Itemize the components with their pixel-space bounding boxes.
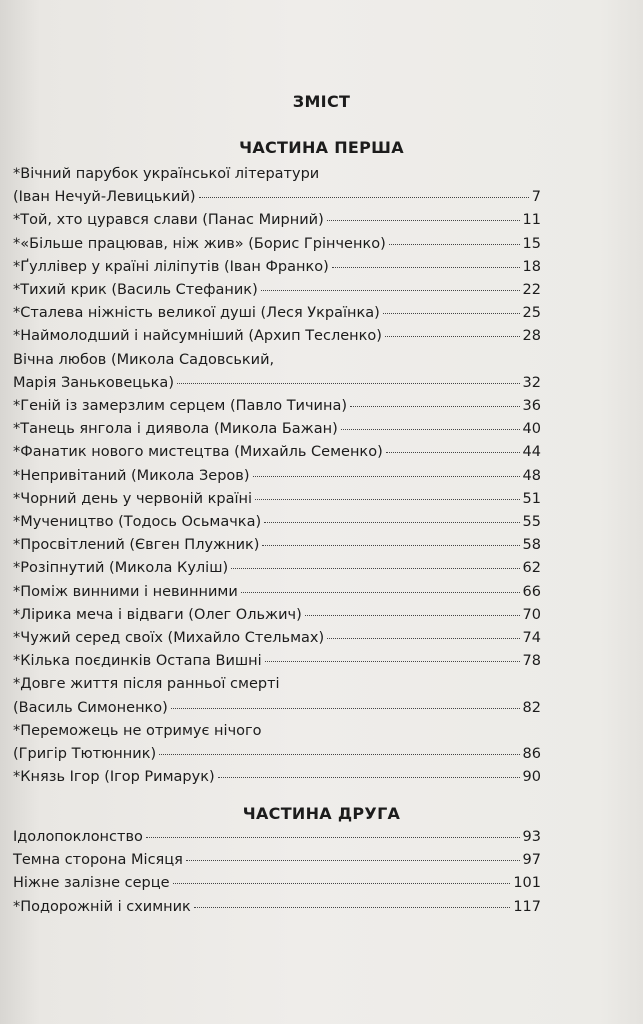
dot-leader	[173, 883, 511, 884]
dot-leader	[327, 220, 520, 221]
toc-entry-title: *Мучеництво (Тодось Осьмачка)	[13, 514, 262, 531]
toc-entry	[13, 766, 541, 789]
toc-entry-title: *Сталева ніжність великої душі (Леся Українка)	[13, 305, 380, 322]
toc-entry	[13, 534, 541, 557]
toc-entry-title: Марія Заньковецька)	[13, 374, 174, 391]
dot-leader	[327, 638, 519, 639]
page-number: 74	[522, 630, 541, 647]
dot-leader	[265, 661, 520, 662]
toc-entry	[13, 209, 541, 232]
toc-entry	[13, 826, 541, 849]
dot-leader	[350, 406, 520, 407]
toc-entry-title: (Іван Нечуй-Левицький)	[13, 189, 196, 206]
toc-entry-row	[13, 256, 541, 279]
page-number: 36	[522, 398, 541, 415]
page-number: 58	[522, 537, 541, 554]
dot-leader	[389, 244, 520, 245]
toc-entry-row	[13, 233, 541, 256]
toc-entry-row	[13, 557, 541, 580]
dot-leader	[218, 777, 520, 778]
toc-entry-row	[13, 209, 541, 232]
toc-entry-title: (Григір Тютюнник)	[13, 746, 157, 763]
toc-entry-row	[13, 604, 541, 627]
page-number: 101	[513, 875, 541, 892]
page-number: 97	[522, 852, 541, 869]
page-number: 90	[522, 769, 541, 786]
toc-entry-title: *Танець янгола і диявола (Микола Бажан)	[13, 421, 338, 438]
dot-leader	[341, 429, 520, 430]
part-two-heading: ЧАСТИНА ДРУГА	[242, 804, 401, 823]
page-number: 18	[522, 258, 541, 275]
toc-entry	[13, 896, 541, 919]
toc-entry	[13, 233, 541, 256]
toc-entry	[13, 465, 541, 488]
toc-entry-title: Темна сторона Місяця	[13, 852, 183, 869]
dot-leader	[255, 499, 520, 500]
toc-entry-title: *Той, хто цурався слави (Панас Мирний)	[13, 212, 324, 229]
toc-entry-title: Ідолопоклонство	[13, 829, 143, 845]
toc-entry	[13, 349, 541, 395]
toc-entry-title-line: *Переможець не отримує нічого	[13, 722, 262, 739]
toc-entry	[13, 511, 541, 534]
toc-entry-title-line: Вічна любов (Микола Садовський,	[13, 351, 275, 368]
toc-entry-title: *Розіпнутий (Микола Куліш)	[13, 560, 229, 577]
page-number: 78	[522, 653, 541, 670]
toc-entry	[13, 256, 541, 279]
dot-leader	[261, 290, 520, 291]
toc-entry-title: *Ґуллівер у країні ліліпутів (Іван Франко)	[13, 258, 329, 275]
toc-entry-title: *Наймолодший і найсумніший (Архип Тесленко)	[13, 328, 382, 345]
page-number: 70	[522, 606, 541, 623]
toc-entry-row	[13, 743, 541, 766]
toc-entry-row	[13, 627, 541, 650]
toc-entry-row	[13, 872, 541, 895]
page-number: 11	[522, 212, 541, 229]
toc-entry-row	[13, 186, 541, 209]
toc-entry-title: *Князь Ігор (Ігор Римарук)	[13, 769, 215, 786]
toc-entry-title-line: *Довге життя після ранньої смерті	[13, 676, 280, 693]
toc-entry	[13, 872, 541, 895]
dot-leader	[305, 615, 520, 616]
dot-leader	[332, 267, 520, 268]
part-one-heading: ЧАСТИНА ПЕРША	[239, 138, 404, 157]
toc-entry-title: *Фанатик нового мистецтва (Михайль Семенко)	[13, 444, 383, 461]
dot-leader	[383, 313, 520, 314]
toc-entry-row	[13, 826, 541, 849]
page-number: 51	[522, 490, 541, 507]
page-number: 117	[513, 898, 541, 915]
page-number: 7	[531, 189, 541, 206]
page-number: 25	[522, 305, 541, 322]
page-number: 40	[522, 421, 541, 438]
toc-entry-row	[13, 302, 541, 325]
toc-entry-row	[13, 581, 541, 604]
dot-leader	[171, 708, 520, 709]
toc-entry	[13, 720, 541, 766]
toc-entry-row	[13, 395, 541, 418]
toc-entry-row	[13, 325, 541, 348]
page-number: 15	[522, 235, 541, 252]
toc-entry-row	[13, 766, 541, 789]
toc-entry-title: *Поміж винними і невинними	[13, 583, 238, 600]
toc-title: ЗМІСТ	[292, 92, 351, 111]
dot-leader	[386, 452, 520, 453]
toc-entry-row	[13, 418, 541, 441]
toc-entry-row	[13, 511, 541, 534]
page-number: 62	[522, 560, 541, 577]
toc-entry-title: *Чорний день у червоній країні	[13, 490, 253, 507]
dot-leader	[177, 383, 520, 384]
toc-entry	[13, 557, 541, 580]
toc-entry	[13, 302, 541, 325]
page-number: 93	[522, 829, 541, 845]
toc-entry	[13, 849, 541, 872]
toc-entry	[13, 581, 541, 604]
toc-entry	[13, 395, 541, 418]
page-number: 48	[522, 467, 541, 484]
toc-entry-row	[13, 896, 541, 919]
toc-entry-row	[13, 488, 541, 511]
page-number: 32	[522, 374, 541, 391]
toc-entry-title: *Кілька поєдинків Остапа Вишні	[13, 653, 262, 670]
toc-entry-title: Ніжне залізне серце	[13, 875, 170, 892]
dot-leader	[231, 568, 519, 569]
toc-entry-title: *«Більше працював, ніж жив» (Борис Грінченко)	[13, 235, 386, 252]
dot-leader	[194, 907, 510, 908]
page-number: 28	[522, 328, 541, 345]
dot-leader	[186, 860, 520, 861]
toc-entry-title: *Лірика меча і відваги (Олег Ольжич)	[13, 606, 302, 623]
toc-entry	[13, 650, 541, 673]
page-number: 55	[522, 514, 541, 531]
page-number: 66	[522, 583, 541, 600]
toc-entry-title: *Просвітлений (Євген Плужник)	[13, 537, 260, 554]
toc-entry	[13, 325, 541, 348]
part-two-list	[13, 826, 541, 919]
dot-leader	[385, 336, 520, 337]
page-number: 86	[522, 746, 541, 763]
toc-entry	[13, 441, 541, 464]
toc-entry-row	[13, 279, 541, 302]
toc-entry-row	[13, 441, 541, 464]
toc-entry-row	[13, 465, 541, 488]
dot-leader	[159, 754, 519, 755]
page-number: 44	[522, 444, 541, 461]
toc-entry	[13, 604, 541, 627]
toc-entry	[13, 488, 541, 511]
dot-leader	[264, 522, 519, 523]
dot-leader	[241, 592, 520, 593]
toc-entry	[13, 163, 541, 209]
page-number: 22	[522, 282, 541, 299]
dot-leader	[199, 197, 529, 198]
toc-entry	[13, 627, 541, 650]
part-one-list	[13, 163, 541, 789]
page-number: 82	[522, 699, 541, 716]
dot-leader	[146, 837, 520, 838]
toc-entry-row	[13, 849, 541, 872]
toc-entry-title-line: *Вічний парубок української літератури	[13, 166, 320, 182]
toc-entry	[13, 673, 541, 719]
dot-leader	[262, 545, 519, 546]
toc-entry	[13, 418, 541, 441]
toc-entry-title: *Геній із замерзлим серцем (Павло Тичина)	[13, 398, 347, 415]
dot-leader	[253, 476, 520, 477]
toc-entry-title: *Подорожній і схимник	[13, 898, 191, 915]
toc-entry-title: *Непривітаний (Микола Зеров)	[13, 467, 250, 484]
toc-entry-row	[13, 650, 541, 673]
toc-entry	[13, 279, 541, 302]
toc-entry-title: (Василь Симоненко)	[13, 699, 168, 716]
toc-entry-row	[13, 534, 541, 557]
toc-entry-title: *Чужий серед своїх (Михайло Стельмах)	[13, 630, 325, 647]
toc-entry-title: *Тихий крик (Василь Стефаник)	[13, 282, 258, 299]
toc-entry-row	[13, 697, 541, 720]
toc-entry-row	[13, 372, 541, 395]
